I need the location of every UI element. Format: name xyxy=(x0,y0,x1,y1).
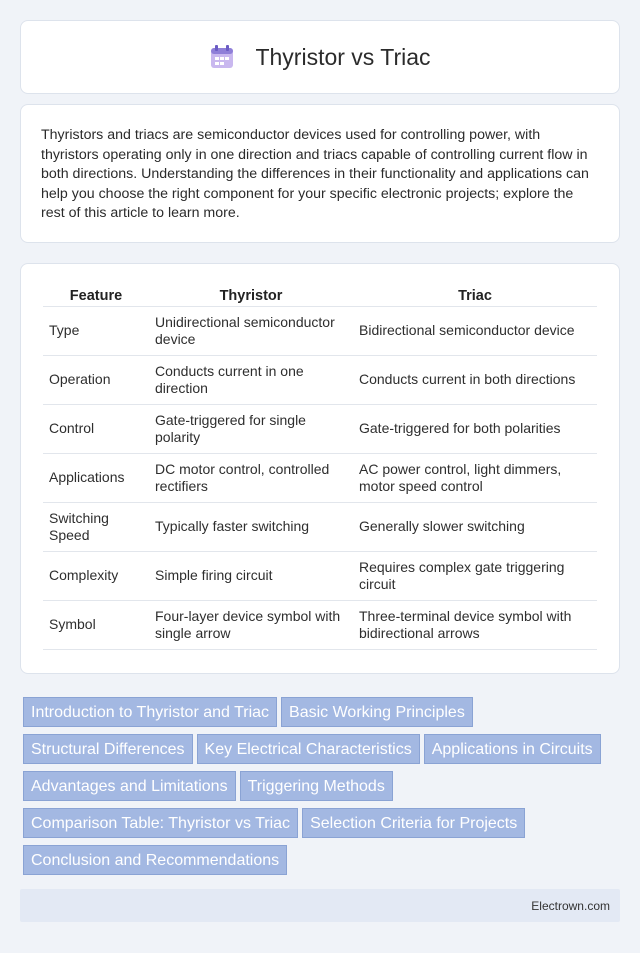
table-cell: Four-layer device symbol with single arrow xyxy=(149,601,353,650)
table-row xyxy=(43,503,597,552)
table-cell: Symbol xyxy=(43,601,149,650)
table-cell: Generally slower switching xyxy=(353,503,597,552)
table-cell: Gate-triggered for both polarities xyxy=(353,405,597,454)
table-cell: Control xyxy=(43,405,149,454)
table-cell: Type xyxy=(43,307,149,356)
tag-comparison-table[interactable]: Comparison Table: Thyristor vs Triac xyxy=(23,808,298,838)
header-thyristor: Thyristor xyxy=(149,284,353,307)
header-triac: Triac xyxy=(353,284,597,307)
tag-basic-working-principles[interactable]: Basic Working Principles xyxy=(281,697,473,727)
table-cell: Complexity xyxy=(43,552,149,601)
table-cell: Typically faster switching xyxy=(149,503,353,552)
tag-triggering-methods[interactable]: Triggering Methods xyxy=(240,771,393,801)
intro-text: Thyristors and triacs are semiconductor devices used for controlling power, with thyristors operating only in one direction and triacs capable of controlling current flow in both directions. Understanding the differences in their functionality and applications can help you choose the right component for your specific electronic projects; explore the rest of this article to learn more. xyxy=(41,127,589,221)
table-cell: Bidirectional semiconductor device xyxy=(353,307,597,356)
table-row xyxy=(43,405,597,454)
tag-conclusion[interactable]: Conclusion and Recommendations xyxy=(23,845,287,875)
table-cell: Simple firing circuit xyxy=(149,552,353,601)
table-cell: DC motor control, controlled rectifiers xyxy=(149,454,353,503)
tag-selection-criteria[interactable]: Selection Criteria for Projects xyxy=(302,808,525,838)
comparison-table-card xyxy=(20,263,620,674)
tag-key-electrical-characteristics[interactable]: Key Electrical Characteristics xyxy=(197,734,420,764)
table-cell: Switching Speed xyxy=(43,503,149,552)
footer xyxy=(20,889,620,922)
calendar-icon xyxy=(209,44,235,70)
table-header-row xyxy=(43,284,597,307)
intro-card xyxy=(20,104,620,243)
table-cell: Requires complex gate triggering circuit xyxy=(353,552,597,601)
table-cell: Conducts current in one direction xyxy=(149,356,353,405)
table-row xyxy=(43,552,597,601)
tag-advantages-and-limitations[interactable]: Advantages and Limitations xyxy=(23,771,236,801)
table-cell: Operation xyxy=(43,356,149,405)
table-cell: Three-terminal device symbol with bidirectional arrows xyxy=(353,601,597,650)
table-row xyxy=(43,601,597,650)
tag-structural-differences[interactable]: Structural Differences xyxy=(23,734,193,764)
tag-introduction[interactable]: Introduction to Thyristor and Triac xyxy=(23,697,277,727)
table-row xyxy=(43,356,597,405)
table-cell: Gate-triggered for single polarity xyxy=(149,405,353,454)
footer-brand: Electrown.com xyxy=(531,899,610,913)
table-cell: Applications xyxy=(43,454,149,503)
table-cell: Unidirectional semiconductor device xyxy=(149,307,353,356)
comparison-table xyxy=(43,284,597,650)
title-card xyxy=(20,20,620,94)
topic-tags xyxy=(23,697,623,882)
table-cell: AC power control, light dimmers, motor speed control xyxy=(353,454,597,503)
table-row xyxy=(43,307,597,356)
header-feature: Feature xyxy=(43,284,149,307)
tag-applications-in-circuits[interactable]: Applications in Circuits xyxy=(424,734,601,764)
table-row xyxy=(43,454,597,503)
page-title: Thyristor vs Triac xyxy=(255,43,431,70)
table-cell: Conducts current in both directions xyxy=(353,356,597,405)
